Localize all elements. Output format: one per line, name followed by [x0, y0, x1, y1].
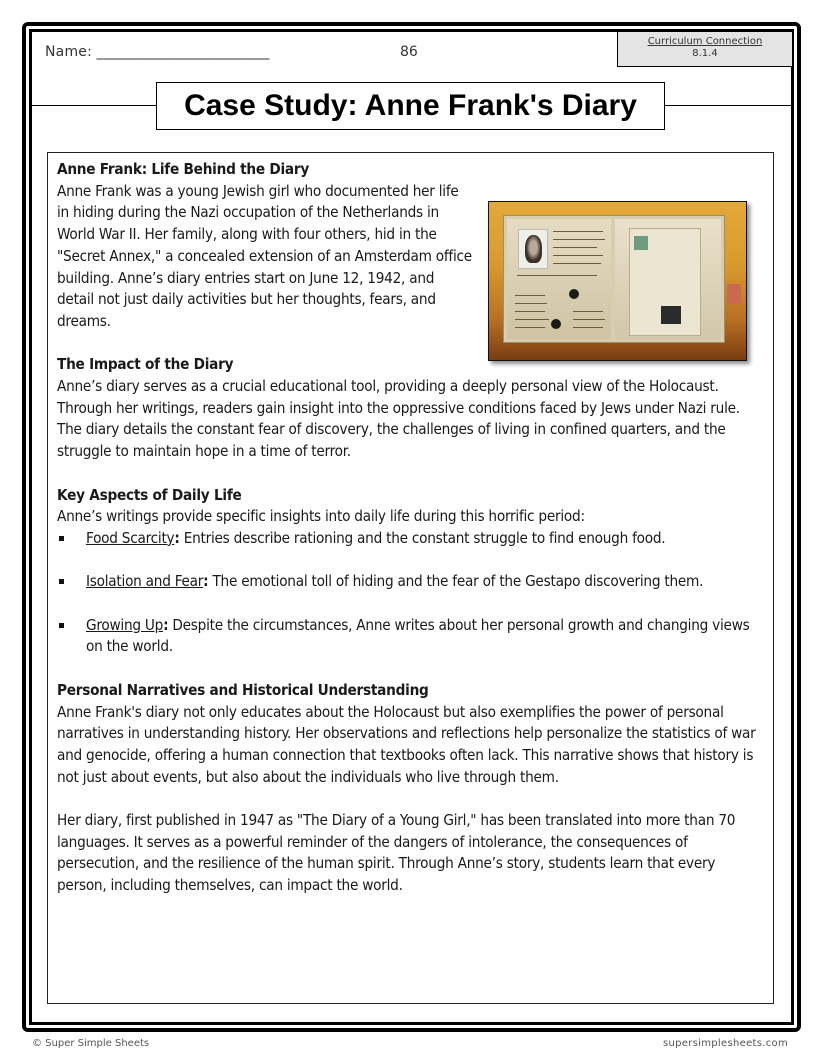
list-item: Growing Up: Despite the circumstances, Anne writes about her personal growth and changing views on the world. [57, 615, 765, 658]
photo-diary-icon [503, 215, 725, 343]
bullet-term: Food Scarcity [86, 528, 175, 547]
section-heading-personal-narratives: Personal Narratives and Historical Understanding [57, 680, 429, 699]
list-item: Isolation and Fear: The emotional toll of hiding and the fear of the Gestapo discovering them. [57, 571, 765, 593]
case-study-content [47, 152, 774, 1004]
footer-website-link[interactable]: supersimplesheets.com [663, 1038, 788, 1049]
section-intro-key-aspects: Anne’s writings provide specific insights into daily life during this horrific period: [57, 507, 585, 526]
square-bullet-icon [59, 623, 64, 628]
curriculum-connection-box [617, 32, 792, 67]
bullet-term: Growing Up [86, 615, 164, 634]
section-heading-life-behind-diary: Anne Frank: Life Behind the Diary [57, 160, 310, 178]
bullet-text: Entries describe rationing and the constant struggle to find enough food. [179, 528, 666, 547]
bullet-term: Isolation and Fear [86, 572, 204, 591]
section-heading-key-aspects: Key Aspects of Daily Life [57, 485, 242, 504]
curriculum-code: 8.1.4 [692, 48, 718, 59]
square-bullet-icon [59, 579, 64, 584]
diary-photo [488, 201, 747, 361]
bullet-text: Despite the circumstances, Anne writes about her personal growth and changing views on the world. [86, 615, 750, 656]
section-body-impact: Anne’s diary serves as a crucial educational tool, providing a deeply personal view of the Holocaust. Through her writings, readers gain insight into the oppressive conditions faced by Jews under Nazi rule. The diary details the constant fear of discovery, the challenges of living in confined quarters, and the struggle to maintain hope in a time of terror. [57, 377, 740, 461]
section-heading-impact: The Impact of the Diary [57, 355, 234, 374]
square-bullet-icon [59, 536, 64, 541]
section-body-life-behind-diary: Anne Frank was a young Jewish girl who documented her life in hiding during the Nazi occupation of the Netherlands in World War II. Her family, along with four others, hid in the "Secret Annex," a concealed extension of an Amsterdam office building. Anne’s diary entries start on June 12, 1942, and detail not just daily activities but her thoughts, fears, and dreams. [57, 181, 472, 330]
curriculum-connection-label: Curriculum Connection [647, 36, 763, 47]
title-box [156, 82, 665, 130]
portrait-icon [518, 229, 548, 269]
key-aspects-list [57, 528, 765, 658]
list-item: Food Scarcity: Entries describe rationing and the constant struggle to find enough food. [57, 528, 765, 550]
section-body-publication: Her diary, first published in 1947 as "The Diary of a Young Girl," has been translated into more than 70 languages. It serves as a powerful reminder of the dangers of intolerance, the consequences of persecution, and the resilience of the human spirit. Through Anne’s story, students learn that every person, including themselves, can impact the world. [57, 811, 736, 895]
page-title: Case Study: Anne Frank's Diary [184, 89, 637, 122]
name-field[interactable]: Name: ________________________ [45, 44, 270, 60]
stamp-icon [634, 236, 648, 250]
section-body-personal-narratives: Anne Frank's diary not only educates about the Holocaust but also exemplifies the power of personal narratives in understanding history. Her observations and reflections help personalize the statistics of war and genocide, offering a human connection that textbooks often lack. This narrative shows that history is not just about events, but also about the individuals who live through them. [57, 702, 756, 786]
footer-copyright: © Super Simple Sheets [32, 1038, 150, 1049]
page-number: 86 [400, 44, 418, 60]
bullet-text: The emotional toll of hiding and the fear of the Gestapo discovering them. [208, 572, 704, 591]
